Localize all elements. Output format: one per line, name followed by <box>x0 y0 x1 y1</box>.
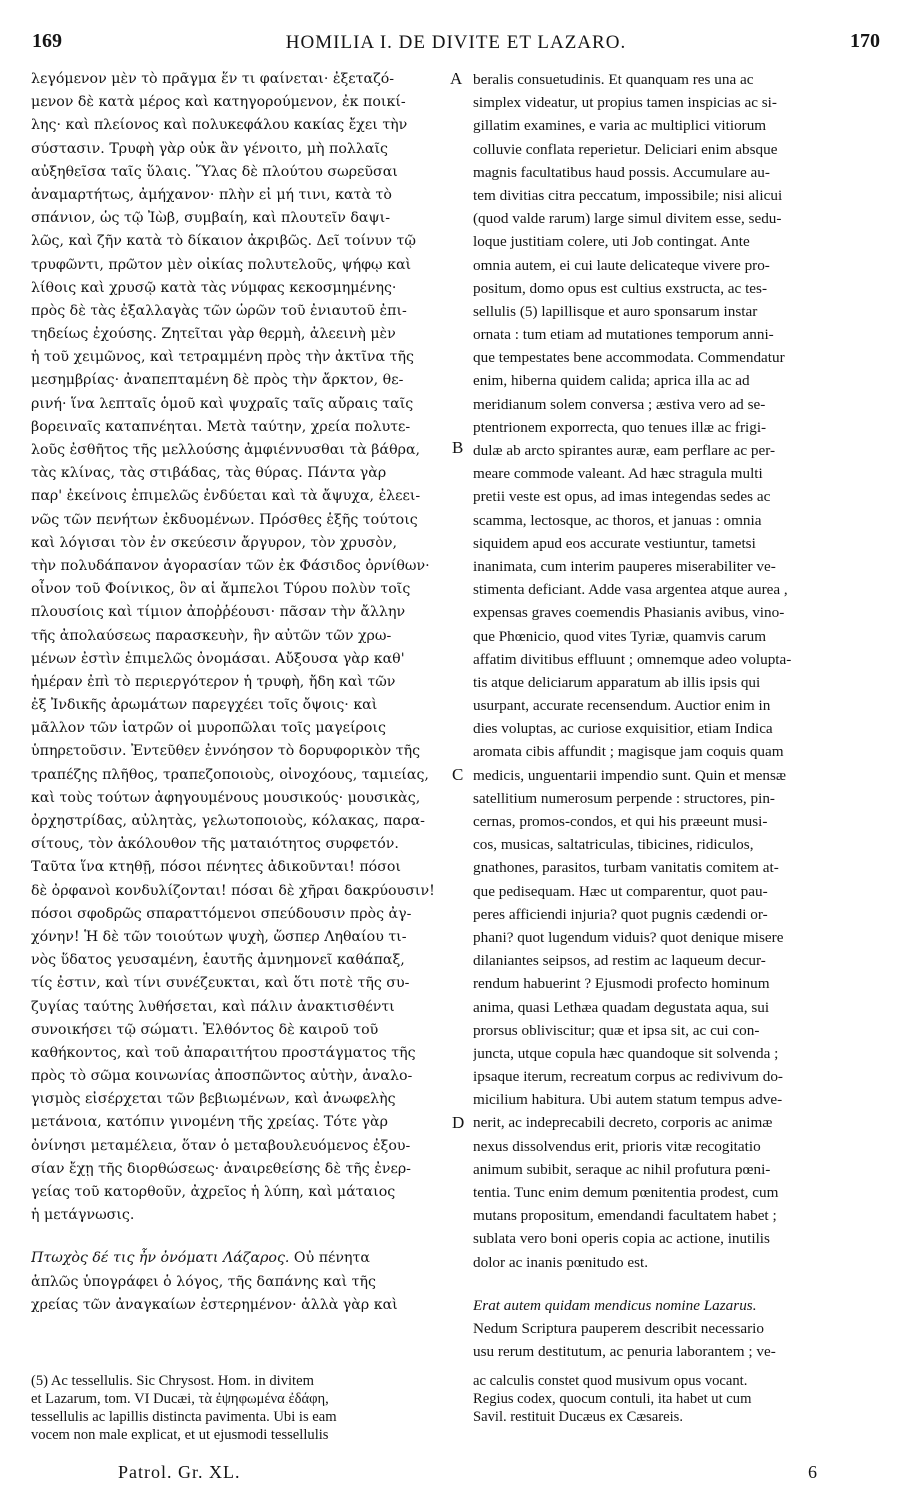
latin-text-line: dies voluptas, ac curiose exquisitior, etiam Indica <box>473 720 773 738</box>
footnote-line: ac calculis constet quod musivum opus vocant. <box>473 1373 748 1389</box>
greek-text-line: τὰς κλίνας, τὰς στιβάδας, τὰς θύρας. Πάντα γὰρ <box>31 465 387 482</box>
latin-text-line: que tempestates bene accommodata. Commendatur <box>473 349 785 367</box>
footnote-line: (5) Ac tessellulis. Sic Chrysost. Hom. in divitem <box>31 1373 314 1389</box>
latin-text-line: tentia. Tunc enim demum pœnitentia prodest, cum <box>473 1184 779 1201</box>
latin-text-line: cernas, promos-condos, et qui his præeunt musi- <box>473 813 768 830</box>
latin-column <box>473 68 880 1363</box>
greek-text-line: τρυφῶντι, πρῶτον μὲν οἰκίας πολυτελοῦς, ψήφῳ καὶ <box>31 256 412 273</box>
page-number-right: 170 <box>850 30 880 52</box>
latin-text-line: colluvie conflata reperietur. Deliciari enim absque <box>473 140 778 158</box>
latin-text-line: usurpant, accurate recensendum. Auctior enim in <box>473 697 771 715</box>
greek-lemma: Πτωχὸς δέ τις ἦν ὀνόματι Λάζαρος. <box>31 1250 290 1267</box>
latin-text-line: pretii veste est opus, ad imas integendas sedes ac <box>473 488 771 506</box>
greek-text-line: τηδείως ἐχούσης. Ζητεῖται γὰρ θερμὴ, ἀλεεινὴ μὲν <box>31 326 396 343</box>
latin-text-line: satellitium numerosum perpende : structores, pin- <box>473 789 775 807</box>
greek-text-line: ὀρχηστρίδας, αὐλητὰς, γελωτοποιοὺς, κόλακας, παρα- <box>31 813 425 829</box>
latin-text-line: scamma, lectosque, ac thoros, et januas : omnia <box>473 511 762 529</box>
greek-text-line: καθήκοντος, καὶ τοῦ ἀπαραιτήτου προστάγματος τῆς <box>31 1044 416 1061</box>
latin-text-line: (quod valde rarum) large simul divitem esse, sedu- <box>473 210 782 228</box>
greek-text-line: βορειναῖς καταπνέηται. Μετὰ ταύτην, χρεία πολυτε- <box>31 418 411 435</box>
latin-text-line: expensas graves coemendis Phasianis avibus, vino- <box>473 604 785 622</box>
greek-text-line: γισμὸς εἰσέρχεται τῶν βεβιωμένων, καὶ ἀνωφελὴς <box>31 1091 396 1108</box>
greek-text-line: μενον δὲ κατὰ μέρος καὶ κατηγορούμενον, ἐκ ποικί- <box>31 94 406 111</box>
latin-text-line: usu rerum destitutum, ac penuria laborantem ; ve- <box>473 1343 776 1361</box>
latin-text-line: que pedisequam. Hæc ut comparentur, quot pau- <box>473 882 768 900</box>
greek-text-line: πλουσίοις καὶ τίμιον ἀποῤῥέουσι· πᾶσαν τὴν ἄλλην <box>31 604 406 621</box>
latin-text-line: phani? quot lugendum viduis? quot denique misere <box>473 928 784 946</box>
margin-marker-c: C <box>452 765 464 784</box>
greek-text-line: γείας τοῦ κατορθοῦν, ἀχρεῖος ἡ λύπη, καὶ μάταιος <box>31 1184 396 1200</box>
greek-text-line: Ταῦτα ἵνα κτηθῇ, πόσοι πένητες ἀδικοῦνται! πόσοι <box>31 859 401 876</box>
latin-text-line: micilium habitura. Ubi autem statum tempus adve- <box>473 1091 783 1109</box>
footnote-line: vocem non male explicat, et ut ejusmodi tessellulis <box>31 1427 329 1443</box>
latin-text-line: Nedum Scriptura pauperem describit necessario <box>473 1319 764 1337</box>
greek-text-line: ἀναμαρτήτως, ἀμήχανον· πλὴν εἰ μή τινι, κατὰ τὸ <box>31 186 392 203</box>
latin-text-line: prorsus obliviscitur; quæ et ipsa sit, ac cui con- <box>473 1021 760 1039</box>
page-number-left: 169 <box>32 30 62 52</box>
greek-text-line: νὸς ὕδατος γευσαμένη, ἑαυτῆς ἀμνημονεῖ καθάπαξ, <box>31 952 405 969</box>
latin-text-line: anima, quasi Lethæa quadam degustata aqua, sui <box>473 998 770 1016</box>
greek-text-line: μετάνοια, κατόπιν γινομένη τῆς χρείας. Τότε γὰρ <box>31 1114 388 1131</box>
footnote-line: tessellulis ac lapillis distincta pavimenta. Ubi is eam <box>31 1409 337 1425</box>
greek-text-line: μεσημβρίας· ἀναπεπταμένη δὲ πρὸς τὴν ἄρκτον, θε- <box>31 372 404 389</box>
latin-text-line: nexus dissolvendus erit, prioris vitæ recogitatio <box>473 1137 761 1155</box>
footnote-left <box>31 1372 456 1444</box>
latin-text-line: nerit, ac indeprecabili decreto, corporis ac animæ <box>473 1114 773 1132</box>
latin-text-line: beralis consuetudinis. Et quanquam res una ac <box>473 71 754 88</box>
latin-text-line: cos, musicas, saltatriculas, tibicines, ridiculos, <box>473 836 754 854</box>
latin-lemma: Erat autem quidam mendicus nomine Lazarus. <box>473 1296 757 1314</box>
latin-text-line: medicis, unguentarii impendio sunt. Quin et mensæ <box>473 766 786 784</box>
footnote-line: et Lazarum, tom. VI Ducæi, τὰ ἐψηφωμένα ἐδάφη, <box>31 1391 329 1407</box>
greek-text-line: τὴν πολυδάπανον ἀγορασίαν τῶν ἐκ Φάσιδος ὀρνίθων· <box>31 557 430 574</box>
latin-text-line: sellulis (5) lapillisque et auro sponsarum instar <box>473 302 758 320</box>
latin-text-line: juncta, utque copula hæc quandoque sit solvenda ; <box>473 1044 779 1062</box>
latin-text-line: meare commode valeant. Ad hæc stragula multi <box>473 465 763 483</box>
greek-text-line: παρ' ἐκείνοις ἐπιμελῶς ἐνδύεται καὶ τὰ ἄψυχα, ἐλεει- <box>31 488 421 505</box>
greek-text-line: μένων ἐστὶν ἐπιμελῶς ὀνομάσαι. Αὔξουσα γὰρ καθ' <box>31 650 405 667</box>
greek-text-line: ἡμέραν ἐπὶ τὸ περιεργότερον ἡ τρυφὴ, ἤδη καὶ τῶν <box>31 673 396 690</box>
greek-text-line: λεγόμενον μὲν τὸ πρᾶγμα ἕν τι φαίνεται· ἐξεταζό- <box>31 71 395 87</box>
running-header <box>32 30 880 56</box>
latin-text-line: meridianum solem conversa ; æstiva vero ad se- <box>473 395 766 413</box>
latin-text-line: gnathones, parasitos, turbam vanitatis comitem at- <box>473 859 779 877</box>
margin-marker-d: D <box>452 1113 465 1132</box>
latin-text-line: ornata : tum etiam ad mutationes temporum anni- <box>473 326 774 344</box>
latin-text-line: omnia autem, ei cui laute delicateque vivere pro- <box>473 256 770 274</box>
greek-text-line: σίαν ἔχῃ τῆς διορθώσεως· ἀναιρεθείσης δὲ τῆς ἐνερ- <box>31 1160 411 1177</box>
latin-text-line: ipsaque iterum, recreatum corpus ac redivivum do- <box>473 1068 783 1086</box>
greek-text-line: ὀνίνησι μεταμέλεια, ὅταν ὁ μεταβουλευόμενος ἐξου- <box>31 1137 411 1154</box>
latin-text-line: magnis facultatibus haud possis. Accumulare au- <box>473 163 770 181</box>
latin-text-line: dolor ac inanis pœnitudo est. <box>473 1253 649 1271</box>
latin-text-line: affatim divitibus effluunt ; omnemque adeo volupta- <box>473 650 792 668</box>
latin-text-line: stimenta deficiant. Adde vasa argentea atque aurea , <box>473 581 788 599</box>
greek-text-line: χρείας τῶν ἀναγκαίων ἐστερημένον· ἀλλὰ γὰρ καὶ <box>31 1296 398 1313</box>
greek-text-line: σύστασιν. Τρυφὴ γὰρ οὐκ ἂν γένοιτο, μὴ πολλαῖς <box>31 140 388 157</box>
latin-text-line: ptentrionem exporrecta, quo tenues illæ ac frigi- <box>473 418 767 436</box>
latin-text-line: dilaniantes seipsos, ad restim ac laqueum decur- <box>473 952 766 970</box>
greek-text-line: λίθοις καὶ χρυσῷ κατὰ τὰς νύμφας κεκοσμημένης· <box>31 279 397 296</box>
greek-text-line: σπάνιον, ὡς τῷ Ἰὼβ, συμβαίη, καὶ πλουτεῖν δαψι- <box>31 210 390 227</box>
greek-text-line: νῶς τῶν πενήτων ἐκδυομένων. Πρόσθες ἑξῆς τούτοις <box>31 511 418 528</box>
greek-text-line: καὶ τοὺς τούτων ἀφηγουμένους μουσικούς· μουσικὰς, <box>31 789 421 806</box>
latin-text-line: que Phœnicio, quod vites Tyriæ, quamvis carum <box>473 627 767 645</box>
greek-text-line: καὶ λόγισαι τὸν ἐν σκεύεσιν ἄργυρον, τὸν χρυσὸν, <box>31 534 397 551</box>
latin-text-line: dulæ ab arcto spirantes auræ, eam perflare ac per- <box>473 442 776 459</box>
running-title: HOMILIA I. DE DIVITE ET LAZARO. <box>285 32 627 53</box>
latin-text-line: loque justitiam colere, uti Job contingat. Ante <box>473 233 750 251</box>
latin-text-line: simplex videatur, ut propius tamen inspicias ac si- <box>473 94 777 112</box>
greek-text-line: ἁπλῶς ὑπογράφει ὁ λόγος, τῆς δαπάνης καὶ τῆς <box>31 1273 376 1290</box>
latin-text-line: peres afficiendi injuria? quot pugnis cædendi or- <box>473 905 768 923</box>
latin-text-line: gillatim examines, e varia ac multiplici vitiorum <box>473 117 767 135</box>
margin-marker-b: B <box>452 438 464 457</box>
footnote-line: Regius codex, quocum contuli, ita habet ut cum <box>473 1391 752 1407</box>
greek-text-line: λης· καὶ πλείονος καὶ πολυκεφάλου κακίας ἔχει τὴν <box>31 117 408 134</box>
greek-lemma-rest: Οὐ πένητα <box>289 1250 370 1267</box>
greek-column <box>31 68 443 1317</box>
greek-text-line: ζυγίας ταύτης λυθήσεται, καὶ πάλιν ἀνακτισθέντι <box>31 998 395 1015</box>
footer-volume: Patrol. Gr. XL. <box>118 1462 241 1482</box>
greek-text-line: σίτους, τὸν ἀκόλουθον τῆς ματαιότητος συρφετόν. <box>31 836 399 853</box>
latin-text-line: tis atque deliciarum apparatum ab illis ipsis qui <box>473 673 761 691</box>
latin-text-line: sublata vero boni operis copia ac actione, inutilis <box>473 1230 770 1248</box>
greek-text-line: συνοικήσει τῷ σώματι. Ἐλθόντος δὲ καιροῦ τοῦ <box>31 1021 379 1038</box>
latin-text-line: animum subibit, seraque ac nihil profutura pœni- <box>473 1160 771 1178</box>
greek-text-line: τῆς ἀπολαύσεως παρασκευὴν, ἣν αὐτῶν τῶν χρω- <box>31 627 392 644</box>
greek-text-line: λοῦς ἐσθῆτος τῆς μελλούσης ἀμφιέννυσθαι τὰ βάθρα, <box>31 442 421 458</box>
greek-text-line: ἡ μετάγνωσις. <box>31 1207 135 1224</box>
latin-text-line: positum, domo opus est cultius exstructa, ac tes- <box>473 279 767 297</box>
latin-text-line: siquidem apud eos accurate vestiuntur, tametsi <box>473 534 756 552</box>
footer-sheet-number: 6 <box>808 1462 817 1482</box>
greek-text-line: χόνην! Ἡ δὲ τῶν τοιούτων ψυχὴ, ὥσπερ Ληθαίου τι- <box>31 928 407 945</box>
footnote-line: Savil. restituit Ducæus ex Cæsareis. <box>473 1409 683 1425</box>
greek-text-line: ρινή· ἵνα λεπταῖς ὁμοῦ καὶ ψυχραῖς ταῖς αὔραις ταῖς <box>31 395 414 412</box>
greek-text-line: δὲ ὀρφανοὶ κονδυλίζονται! πόσαι δὲ χῆραι δακρύουσιν! <box>31 882 435 899</box>
latin-text-line: inanimata, cum interim pauperes miserabiliter ve- <box>473 557 776 575</box>
greek-text-line: οἶνον τοῦ Φοίνικος, ὃν αἱ ἄμπελοι Τύρου πολὺν τοῖς <box>31 581 411 598</box>
greek-text-line: ἐξ Ἰνδικῆς ἀρωμάτων παρεγχέει τοῖς ὄψοις· καὶ <box>31 697 378 714</box>
latin-text-line: aromata cibis affundit ; magisque jam coquis quam <box>473 743 784 761</box>
greek-text-line: μᾶλλον τῶν ἰατρῶν οἱ μυροπῶλαι τοῖς μαγείροις <box>31 720 386 737</box>
greek-text-line: λῶς, καὶ ζῆν κατὰ τὸ δίκαιον ἀκριβῶς. Δεῖ τοίνυν τῷ <box>31 233 416 250</box>
latin-text-line: enim, hiberna quidem calida; aprica illa ac ad <box>473 372 750 390</box>
greek-text-line: πρὸς δὲ τὰς ἐξαλλαγὰς τῶν ὡρῶν τοῦ ἐνιαυτοῦ ἐπι- <box>31 302 407 319</box>
greek-text-line: ὑπηρετοῦσιν. Ἐντεῦθεν ἐννόησον τὸ δορυφορικὸν τῆς <box>31 743 421 760</box>
greek-text-line: τραπέζης πλῆθος, τραπεζοποιοὺς, οἰνοχόους, ταμιείας, <box>31 766 429 783</box>
latin-text-line: rendum habuerint ? Ejusmodi profecto hominum <box>473 975 770 993</box>
greek-text-line: πόσοι σφοδρῶς σπαραττόμενοι σπεύδουσιν πρὸς ἀγ- <box>31 905 412 922</box>
greek-text-line: πρὸς τὸ σῶμα κοινωνίας ἀποσπῶντος αὐτὴν, ἀναλο- <box>31 1068 413 1085</box>
greek-lemma-line <box>31 1247 443 1270</box>
greek-text-line: τίς ἐστιν, καὶ τίνι συνέζευκται, καὶ ὅτι ποτὲ τῆς συ- <box>31 975 410 992</box>
latin-text-line: mutans propositum, emendandi facultatem habet ; <box>473 1207 777 1225</box>
greek-text-line: αὐξηθεῖσα ταῖς ὕλαις. Ὕλας δὲ πλούτου σωρεῦσαι <box>31 163 398 180</box>
margin-marker-a: A <box>450 69 463 88</box>
footnote-right <box>473 1372 880 1426</box>
latin-text-line: tem divitias citra peccatum, impossibile; nisi alicui <box>473 186 783 204</box>
greek-text-line: ἡ τοῦ χειμῶνος, καὶ τετραμμένη πρὸς τὴν ἀκτῖνα τῆς <box>31 349 414 366</box>
